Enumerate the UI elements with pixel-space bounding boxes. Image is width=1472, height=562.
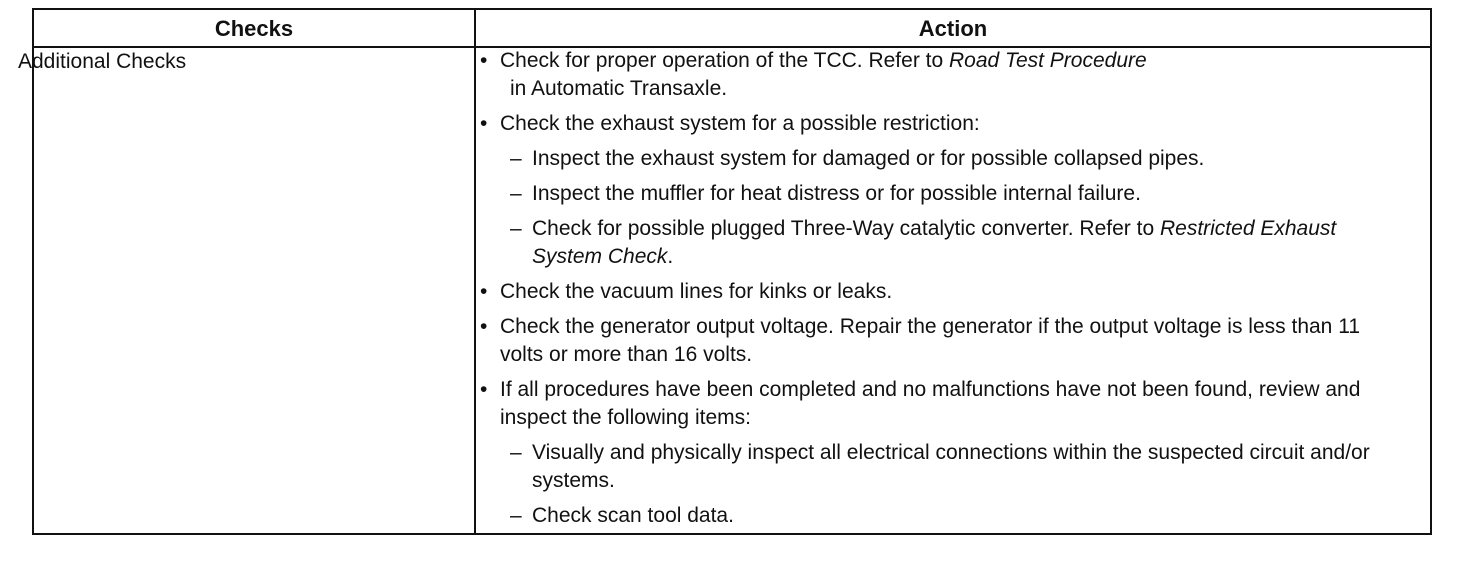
action-subitem <box>474 502 1394 530</box>
action-subitem <box>474 180 1394 208</box>
action-item <box>474 278 1394 306</box>
action-item-text <box>500 47 1394 75</box>
action-list <box>474 47 1394 537</box>
action-subitem <box>474 439 1394 495</box>
action-item <box>474 110 1394 138</box>
header-action: Action <box>918 16 988 41</box>
action-text: Check for proper operation of the TCC. Refer to <box>500 49 949 72</box>
subitem-text: Check scan tool data. <box>532 504 734 527</box>
bullet-mark: • <box>480 378 488 401</box>
action-subitem <box>474 145 1394 173</box>
reference-link-restricted-exhaust: Restricted Exhaust System Check <box>532 217 1337 268</box>
action-subitem <box>474 215 1394 271</box>
action-item <box>474 47 1394 103</box>
subitem-text: Visually and physically inspect all electrical connections within the suspected circuit and/or systems. <box>532 441 1370 492</box>
bullet-mark: • <box>480 315 488 338</box>
subitem-text-end: . <box>667 245 674 268</box>
table-header-row <box>34 10 1430 48</box>
reference-link-road-test: Road Test Procedure <box>949 49 1147 72</box>
subitem-text <box>532 215 1394 271</box>
dash-mark: – <box>510 441 522 464</box>
action-item <box>474 313 1394 369</box>
subitem-text-part: Check for possible plugged Three-Way catalytic converter. Refer to <box>532 217 1160 240</box>
action-item-text: Check the exhaust system for a possible restriction: <box>500 112 980 135</box>
action-item-text: If all procedures have been completed and no malfunctions have not been found, review and inspect the following items: <box>500 378 1361 429</box>
subitem-text: Inspect the muffler for heat distress or for possible internal failure. <box>532 182 1141 205</box>
action-item <box>474 376 1394 432</box>
action-item-text-cont: in Automatic Transaxle. <box>510 77 728 100</box>
subitem-text: Inspect the exhaust system for damaged or for possible collapsed pipes. <box>532 147 1205 170</box>
bullet-mark: • <box>480 49 488 72</box>
dash-mark: – <box>510 147 522 170</box>
dash-mark: – <box>510 504 522 527</box>
header-checks: Checks <box>214 16 294 41</box>
bullet-mark: • <box>480 280 488 303</box>
action-item-text: Check the generator output voltage. Repair the generator if the output voltage is less than 11 volts or more than 16 volts. <box>500 315 1360 366</box>
dash-mark: – <box>510 217 522 240</box>
bullet-mark: • <box>480 112 488 135</box>
action-item-text: Check the vacuum lines for kinks or leaks. <box>500 280 893 303</box>
dash-mark: – <box>510 182 522 205</box>
check-label: Additional Checks <box>18 50 187 73</box>
